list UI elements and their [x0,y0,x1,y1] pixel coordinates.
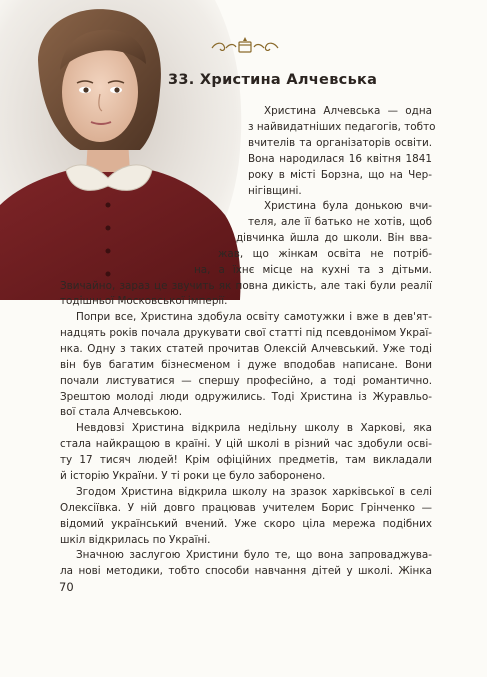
text-line: нка. Одну з таких статей прочитав Олексій Алчевський. Уже тоді [60,342,432,355]
text-line: Христина Алчевська — одна [264,105,432,117]
text-line: Христина була донькою вчи- [264,200,432,212]
text-line: Згодом Христина відкрила школу на зразок харківської в селі [76,486,432,498]
text-line: стала найкращою в країні. У цій школі в різний час здобули осві- [60,437,432,450]
text-line: Олексіївка. У ній довго працював учителем Борис Грінченко — [60,501,432,514]
page-number: 70 [59,580,74,594]
paragraph-3 [60,310,432,421]
text-line: тодішньої Московської імперії. [60,295,228,308]
text-line: дівчинка йшла до школи. Він вва- [236,231,432,244]
text-line: він був багатим бізнесменом і дуже вподобав написане. Вони [60,358,432,371]
paragraph-5 [60,485,432,549]
text-line: жав, що жінкам освіта не потріб- [218,247,432,260]
text-line: нігівщині. [248,184,302,197]
chapter-title: 33. Христина Алчевська [168,72,378,88]
text-line: вчителів та організаторів освіти. [248,136,432,149]
text-line: відомий український вчений. Уже скоро ціла мережа подібних [60,517,432,530]
text-line: року в місті Борзна, що на Чер- [248,168,432,181]
text-line: Вона народилася 16 квітня 1841 [248,152,432,165]
text-line: Невдовзі Христина відкрила недільну школу в Харкові, яка [76,422,432,434]
text-line: вої стала Алчевською. [60,406,183,419]
text-line: шкіл відкрилась по Україні. [60,533,211,546]
paragraph-1 [248,104,436,199]
text-line: на, а їхнє місце на кухні та з дітьми. [194,263,432,276]
text-line: почали листуватися — спершу професійно, а тоді романтично. [60,374,432,387]
text-line: Значною заслугою Христини було те, що вона запроваджува- [76,549,432,561]
text-line: Звичайно, зараз це звучить як повна дикість, але такі були реалії [60,279,432,292]
text-line: й історію України. У ті роки це було заборонено. [60,469,326,482]
decorative-ornament-icon [210,36,280,56]
text-line: з найвидатніших педагогів, тобто [248,120,436,133]
paragraph-2 [60,199,432,310]
text-line: ла нові методики, тобто способи навчання дітей у школі. Жінка [60,564,432,577]
text-line: ту 17 тисяч людей! Крім офіційних предметів, там викладали [60,453,432,466]
text-line: Попри все, Христина здобула освіту самотужки і вже в дев'ят- [76,311,432,323]
text-line: теля, але її батько не хотів, щоб [248,215,432,228]
text-line: надцять років почала друкувати свої статті під псевдонімом Украї- [60,326,432,339]
text-line: Зрештою молоді люди одружились. Тоді Христина із Журавльо- [60,390,432,403]
paragraph-4 [60,421,432,485]
paragraph-6 [60,548,432,580]
